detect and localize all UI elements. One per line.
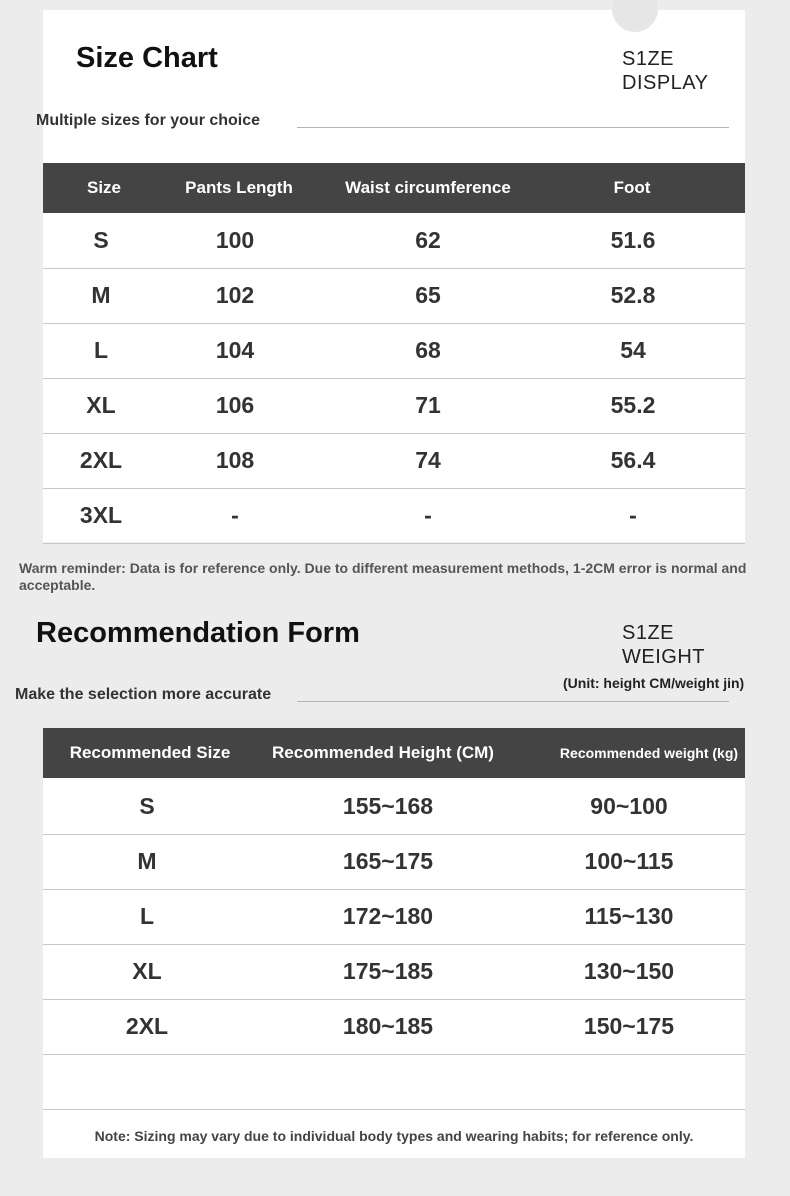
size-chart-title: Size Chart: [76, 42, 218, 74]
table-row: [43, 779, 745, 835]
warm-reminder: Warm reminder: Data is for reference only. Due to different measurement methods, 1-2CM error is normal and acceptable.: [19, 560, 747, 593]
header-recommended-height: Recommended Height (CM): [272, 743, 494, 762]
cell-pants-length: 106: [215, 392, 255, 418]
cell-pants-length: 108: [215, 447, 255, 473]
table-row: [43, 999, 745, 1055]
cell-pants-length: -: [231, 502, 239, 528]
cell-recommended-weight: 100~115: [584, 848, 674, 874]
table-row: [43, 488, 745, 544]
cell-pants-length: 104: [215, 337, 255, 363]
note-divider: [43, 1109, 745, 1110]
size-display-line1: S1ZE: [622, 48, 675, 70]
cell-recommended-weight: 130~150: [583, 958, 675, 984]
cell-waist: 65: [415, 282, 441, 308]
cell-recommended-size: XL: [132, 958, 162, 984]
table-row: [43, 213, 745, 269]
recommendation-divider: [297, 701, 729, 702]
cell-recommended-weight: 90~100: [590, 793, 668, 819]
unit-note: (Unit: height CM/weight jin): [563, 675, 745, 691]
cell-waist: 74: [415, 447, 441, 473]
subtitle-divider: [297, 127, 729, 128]
cell-waist: 62: [415, 227, 441, 253]
cell-foot: 52.8: [610, 282, 656, 308]
cell-size: L: [93, 337, 109, 363]
cell-foot: 54: [620, 337, 646, 363]
cell-pants-length: 100: [215, 227, 255, 253]
cell-recommended-height: 165~175: [342, 848, 434, 874]
cell-recommended-height: 172~180: [342, 903, 434, 929]
cell-foot: 51.6: [610, 227, 656, 253]
cell-recommended-height: 175~185: [342, 958, 434, 984]
size-display-line2: DISPLAY: [622, 72, 709, 94]
table-row: [43, 378, 745, 434]
cell-pants-length: 102: [215, 282, 255, 308]
header-recommended-size: Recommended Size: [69, 743, 231, 762]
size-weight-label: [622, 621, 705, 669]
size-display-label: [622, 47, 709, 95]
table-row: [43, 944, 745, 1000]
cell-recommended-height: 180~185: [342, 1013, 434, 1039]
size-chart-header: [43, 163, 745, 213]
cell-size: 2XL: [79, 447, 123, 473]
recommendation-title: Recommendation Form: [36, 617, 360, 649]
header-pants-length: Pants Length: [185, 178, 293, 197]
table-row: [43, 268, 745, 324]
cell-foot: 56.4: [610, 447, 656, 473]
cell-waist: -: [424, 502, 432, 528]
table-row: [43, 323, 745, 379]
cell-waist: 71: [415, 392, 441, 418]
header-waist: Waist circumference: [345, 178, 511, 197]
recommendation-subtitle: Make the selection more accurate: [15, 686, 272, 703]
size-weight-line1: S1ZE: [622, 622, 675, 644]
cell-foot: 55.2: [610, 392, 656, 418]
size-chart-subtitle: Multiple sizes for your choice: [36, 112, 261, 129]
cell-recommended-size: L: [139, 903, 155, 929]
table-row: [43, 433, 745, 489]
cell-recommended-size: S: [139, 793, 155, 819]
cell-recommended-weight: 150~175: [583, 1013, 675, 1039]
cell-foot: -: [629, 502, 637, 528]
cell-size: XL: [86, 392, 116, 418]
table-row: [43, 834, 745, 890]
cell-size: S: [93, 227, 109, 253]
cell-recommended-size: 2XL: [125, 1013, 169, 1039]
header-size: Size: [86, 178, 122, 197]
sizing-note: Note: Sizing may vary due to individual body types and wearing habits; for reference only.: [94, 1128, 694, 1144]
cell-size: 3XL: [79, 502, 123, 528]
cell-recommended-size: M: [137, 848, 157, 874]
cell-recommended-height: 155~168: [342, 793, 434, 819]
cell-recommended-weight: 115~130: [584, 903, 674, 929]
header-foot: Foot: [613, 178, 651, 197]
header-recommended-weight: Recommended weight (kg): [559, 745, 739, 761]
table-row: [43, 889, 745, 945]
cell-size: M: [91, 282, 111, 308]
recommendation-header: [43, 728, 745, 778]
size-weight-line2: WEIGHT: [622, 646, 705, 668]
cell-waist: 68: [415, 337, 441, 363]
